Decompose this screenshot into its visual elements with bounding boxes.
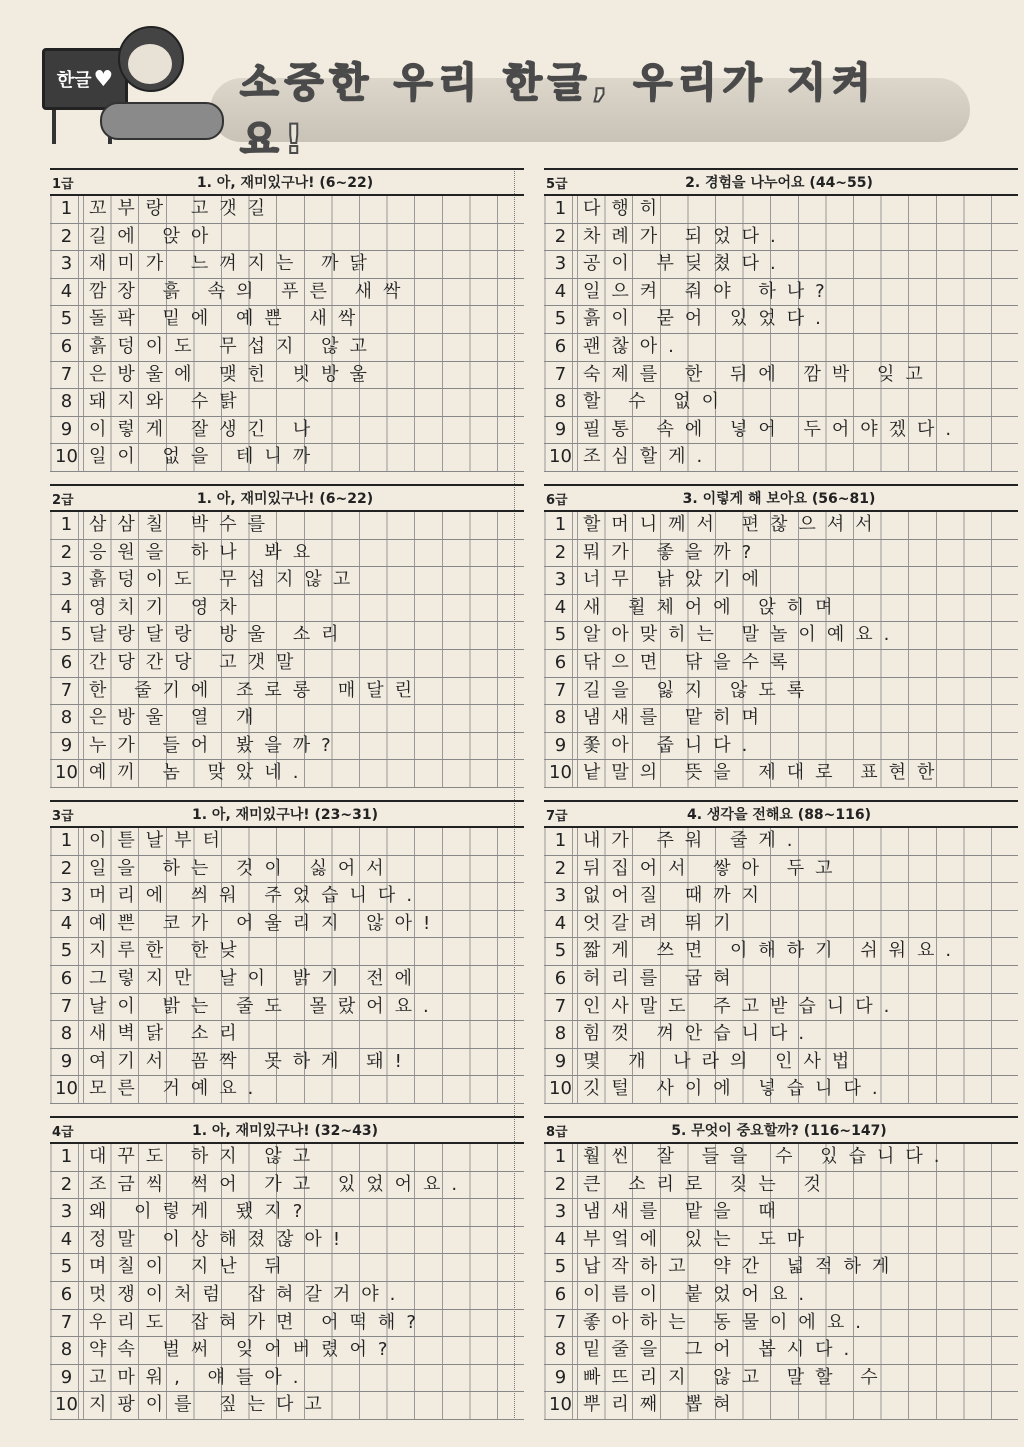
item-number: 9	[50, 1365, 84, 1392]
grade-label: 5급	[546, 176, 568, 192]
item-number: 3	[544, 883, 578, 910]
list-item	[544, 279, 1018, 307]
item-text: 이름이 붙었어요.	[583, 1283, 816, 1305]
list-item	[50, 595, 524, 623]
item-number: 6	[544, 650, 578, 677]
list-item	[50, 279, 524, 307]
item-text: 너무 낡았기에	[583, 569, 771, 591]
badge-label: 한글	[56, 70, 92, 91]
item-number: 4	[544, 1227, 578, 1254]
item-number: 1	[50, 512, 84, 539]
item-text: 납작하고 약간 넓적하게	[583, 1256, 901, 1278]
item-number: 7	[50, 1310, 84, 1337]
list-item	[50, 251, 524, 279]
item-number: 1	[50, 1144, 84, 1171]
item-number: 9	[544, 733, 578, 760]
item-number: 3	[50, 251, 84, 278]
grade-section	[50, 800, 524, 1104]
item-number: 2	[50, 224, 84, 251]
grade-section	[50, 168, 524, 472]
item-text: 엇갈려 뛰기	[583, 912, 742, 934]
item-text: 닦으면 닦을수록	[583, 651, 799, 673]
item-number: 8	[544, 1337, 578, 1364]
child-face-illustration	[128, 44, 172, 84]
grade-section	[50, 1116, 524, 1420]
easel-leg	[52, 104, 56, 144]
list-item	[544, 828, 1018, 856]
list-item	[50, 1310, 524, 1338]
list-item	[544, 224, 1018, 252]
item-text: 공이 부딪쳤다.	[583, 253, 787, 275]
item-text: 깜장 흙 속의 푸른 새싹	[89, 280, 412, 302]
grade-section	[544, 800, 1018, 1104]
list-item	[50, 306, 524, 334]
list-item	[50, 512, 524, 540]
item-number: 3	[544, 251, 578, 278]
item-number: 3	[544, 1199, 578, 1226]
grade-section	[50, 484, 524, 788]
list-item	[544, 911, 1018, 939]
grade-section	[544, 484, 1018, 788]
list-item	[50, 1172, 524, 1200]
hangul-badge	[42, 48, 128, 110]
item-text: 밑줄을 그어 봅시다.	[583, 1339, 861, 1361]
list-item	[50, 1199, 524, 1227]
item-number: 5	[50, 622, 84, 649]
list-item	[544, 444, 1018, 472]
item-number: 10	[50, 760, 84, 787]
item-text: 냄새를 맡히며	[583, 707, 771, 729]
item-number: 4	[50, 911, 84, 938]
list-item	[544, 705, 1018, 733]
item-number: 6	[544, 334, 578, 361]
list-item	[544, 1282, 1018, 1310]
item-text: 은방울 열 개	[89, 707, 265, 729]
list-item	[50, 883, 524, 911]
item-number: 8	[544, 389, 578, 416]
item-text: 고마워, 얘들아.	[89, 1366, 310, 1388]
item-text: 차례가 되었다.	[583, 225, 787, 247]
item-number: 10	[50, 1392, 84, 1419]
list-item	[544, 595, 1018, 623]
list-item	[50, 966, 524, 994]
item-text: 우리도 잡혀가면 어떡해?	[89, 1311, 427, 1333]
item-number: 8	[50, 1021, 84, 1048]
item-number: 8	[544, 705, 578, 732]
list-item	[50, 1021, 524, 1049]
item-number: 3	[50, 1199, 84, 1226]
section-header	[544, 1116, 1018, 1144]
item-text: 꼬부랑 고갯길	[89, 198, 277, 219]
list-item	[50, 196, 524, 224]
list-item	[544, 1172, 1018, 1200]
list-item	[544, 733, 1018, 761]
list-item	[50, 1392, 524, 1420]
item-number: 5	[50, 306, 84, 333]
list-item	[50, 1282, 524, 1310]
list-item	[50, 1076, 524, 1104]
item-number: 4	[544, 595, 578, 622]
item-number: 9	[50, 417, 84, 444]
item-number: 9	[50, 733, 84, 760]
list-item	[544, 1310, 1018, 1338]
item-text: 지팡이를 짚는다고	[89, 1394, 333, 1416]
pencil-illustration	[100, 102, 224, 140]
unit-title: 2. 경험을 나누어요 (44~55)	[685, 175, 873, 191]
list-item	[544, 1227, 1018, 1255]
item-text: 왜 이렇게 됐지?	[89, 1201, 314, 1223]
item-number: 7	[544, 994, 578, 1021]
list-item	[50, 1227, 524, 1255]
page-title: 소중한 우리 한글, 우리가 지켜요!	[240, 60, 877, 163]
item-number: 8	[50, 389, 84, 416]
grade-label: 6급	[546, 492, 568, 508]
list-item	[544, 512, 1018, 540]
list-item	[544, 540, 1018, 568]
item-text: 멋쟁이처럼 잡혀갈거야.	[89, 1283, 407, 1305]
item-text: 알아맞히는 말놀이예요.	[583, 624, 901, 646]
list-item	[50, 567, 524, 595]
item-number: 5	[544, 1254, 578, 1281]
item-number: 7	[50, 994, 84, 1021]
item-number: 9	[544, 1365, 578, 1392]
item-text: 흙덩이도 무섭지않고	[89, 569, 362, 591]
grade-section	[544, 168, 1018, 472]
list-item	[544, 1254, 1018, 1282]
item-text: 날이 밝는 줄도 몰랐어요.	[89, 995, 440, 1017]
grade-label: 7급	[546, 808, 568, 824]
item-number: 6	[544, 966, 578, 993]
item-text: 이렇게 잘생긴 나	[89, 418, 322, 440]
section-header	[50, 168, 524, 196]
item-text: 조금씩 썩어 가고 있었어요.	[89, 1173, 469, 1195]
item-text: 숙제를 한 뒤에 깜박 잊고	[583, 363, 934, 385]
heart-icon: ♥	[93, 66, 114, 92]
item-text: 좋아하는 동물이에요.	[583, 1311, 872, 1333]
list-item	[50, 417, 524, 445]
item-number: 4	[544, 911, 578, 938]
list-item	[544, 417, 1018, 445]
list-item	[544, 856, 1018, 884]
item-number: 4	[50, 279, 84, 306]
item-number: 8	[50, 1337, 84, 1364]
section-header	[50, 484, 524, 512]
item-text: 할머니께서 편찮으셔서	[583, 514, 884, 535]
unit-title: 1. 아, 재미있구나! (32~43)	[191, 1123, 379, 1139]
item-number: 7	[50, 678, 84, 705]
item-text: 재미가 느껴지는 까닭	[89, 253, 378, 275]
item-number: 1	[50, 196, 84, 223]
item-text: 며칠이 지난 뒤	[89, 1256, 293, 1278]
item-text: 삼삼칠 박수를	[89, 514, 277, 535]
item-text: 빠뜨리지 않고 말할 수	[583, 1366, 889, 1388]
item-text: 훨씬 잘 들을 수 있습니다.	[583, 1146, 951, 1167]
list-item	[50, 828, 524, 856]
item-number: 2	[544, 1172, 578, 1199]
section-header	[544, 168, 1018, 196]
item-number: 9	[544, 417, 578, 444]
grade-label: 8급	[546, 1124, 568, 1140]
list-item	[544, 306, 1018, 334]
list-item	[50, 733, 524, 761]
list-item	[50, 1365, 524, 1393]
list-item	[50, 334, 524, 362]
list-item	[50, 678, 524, 706]
item-number: 3	[50, 883, 84, 910]
item-text: 영치기 영차	[89, 596, 248, 618]
item-text: 힘껏 껴안습니다.	[583, 1023, 816, 1045]
item-number: 5	[544, 306, 578, 333]
item-text: 허리를 굽혀	[583, 967, 742, 989]
grade-label: 1급	[52, 176, 74, 192]
item-text: 예끼 놈 맞았네.	[89, 762, 310, 784]
unit-title: 3. 이렇게 해 보아요 (56~81)	[682, 491, 876, 507]
list-item	[50, 444, 524, 472]
item-number: 5	[544, 938, 578, 965]
item-text: 필통 속에 넣어 두어야겠다.	[583, 418, 963, 440]
item-text: 깃털 사이에 넣습니다.	[583, 1078, 889, 1100]
list-item	[50, 705, 524, 733]
item-number: 3	[50, 567, 84, 594]
item-number: 1	[544, 196, 578, 223]
list-item	[544, 1049, 1018, 1077]
item-text: 돼지와 수탉	[89, 391, 248, 413]
list-item	[544, 760, 1018, 788]
item-text: 내가 주워 줄게.	[583, 830, 804, 851]
item-number: 3	[544, 567, 578, 594]
item-number: 10	[544, 760, 578, 787]
item-number: 7	[544, 362, 578, 389]
list-item	[544, 678, 1018, 706]
item-number: 6	[50, 650, 84, 677]
list-item	[544, 567, 1018, 595]
item-number: 6	[50, 966, 84, 993]
item-text: 흙이 묻어 있었다.	[583, 308, 832, 330]
item-text: 일으켜 줘야 하나?	[583, 280, 836, 302]
item-text: 냄새를 맡을 때	[583, 1201, 787, 1223]
item-text: 머리에 씌워 주었습니다.	[89, 885, 424, 907]
item-number: 9	[544, 1049, 578, 1076]
list-item	[544, 1021, 1018, 1049]
item-number: 7	[544, 678, 578, 705]
item-text: 일이 없을 테니까	[89, 446, 322, 468]
unit-title: 4. 생각을 전해요 (88~116)	[686, 807, 872, 823]
item-text: 흙덩이도 무섭지 않고	[89, 335, 378, 357]
item-number: 10	[50, 444, 84, 471]
item-text: 한 줄기에 조로롱 매달린	[89, 679, 424, 701]
item-text: 은방울에 맺힌 빗방울	[89, 363, 378, 385]
item-number: 1	[544, 828, 578, 855]
grade-label: 3급	[52, 808, 74, 824]
list-item	[50, 1049, 524, 1077]
item-text: 인사말도 주고받습니다.	[583, 995, 901, 1017]
item-text: 이튿날부터	[89, 830, 231, 851]
list-item	[50, 760, 524, 788]
item-text: 새 휠체어에 앉히며	[583, 596, 844, 618]
list-item	[544, 334, 1018, 362]
item-text: 간당간당 고갯말	[89, 651, 305, 673]
page-header	[0, 0, 1024, 163]
list-item	[50, 622, 524, 650]
list-item	[544, 389, 1018, 417]
list-item	[544, 1392, 1018, 1420]
item-number: 5	[50, 1254, 84, 1281]
item-text: 다행히	[583, 198, 669, 219]
item-number: 2	[544, 224, 578, 251]
item-number: 4	[50, 1227, 84, 1254]
list-item	[50, 389, 524, 417]
list-item	[544, 362, 1018, 390]
list-item	[544, 966, 1018, 994]
list-item	[544, 196, 1018, 224]
list-item	[544, 650, 1018, 678]
item-number: 2	[50, 1172, 84, 1199]
item-number: 1	[50, 828, 84, 855]
list-item	[544, 622, 1018, 650]
item-number: 6	[50, 1282, 84, 1309]
item-text: 예쁜 코가 어울리지 않아!	[89, 912, 442, 934]
item-text: 뭐가 좋을까?	[583, 541, 763, 563]
item-text: 부엌에 있는 도마	[583, 1228, 816, 1250]
item-number: 5	[544, 622, 578, 649]
item-text: 대꾸도 하지 않고	[89, 1146, 322, 1167]
item-text: 정말 이상해졌잖아!	[89, 1228, 352, 1250]
list-item	[50, 938, 524, 966]
list-item	[544, 1199, 1018, 1227]
grade-label: 4급	[52, 1124, 74, 1140]
list-item	[50, 994, 524, 1022]
list-item	[50, 650, 524, 678]
list-item	[544, 883, 1018, 911]
item-number: 9	[50, 1049, 84, 1076]
list-item	[50, 362, 524, 390]
item-number: 7	[544, 1310, 578, 1337]
item-text: 낱말의 뜻을 제대로 표현한	[583, 762, 946, 784]
item-number: 7	[50, 362, 84, 389]
item-number: 4	[50, 595, 84, 622]
grade-label: 2급	[52, 492, 74, 508]
list-item	[544, 1076, 1018, 1104]
list-item	[50, 1144, 524, 1172]
section-header	[544, 800, 1018, 828]
item-number: 1	[544, 1144, 578, 1171]
item-text: 짧게 쓰면 이해하기 쉬워요.	[583, 940, 963, 962]
item-text: 길을 잃지 않도록	[583, 679, 816, 701]
item-number: 10	[544, 444, 578, 471]
item-text: 뿌리째 뽑혀	[583, 1394, 742, 1416]
item-text: 약속 벌써 잊어버렸어?	[89, 1339, 399, 1361]
item-text: 조심할게.	[583, 446, 714, 468]
item-text: 일을 하는 것이 싫어서	[89, 857, 395, 879]
section-header	[544, 484, 1018, 512]
item-text: 몇 개 나라의 인사법	[583, 1050, 861, 1072]
item-text: 길에 앉아	[89, 225, 220, 247]
list-item	[50, 540, 524, 568]
item-number: 5	[50, 938, 84, 965]
item-number: 1	[544, 512, 578, 539]
item-number: 2	[50, 856, 84, 883]
item-number: 8	[50, 705, 84, 732]
list-item	[544, 938, 1018, 966]
unit-title: 1. 아, 재미있구나! (6~22)	[196, 491, 374, 507]
item-text: 달랑달랑 방울 소리	[89, 624, 350, 646]
item-text: 할 수 없이	[583, 391, 730, 413]
item-text: 괜찮아.	[583, 335, 685, 357]
item-text: 뒤집어서 쌓아 두고	[583, 857, 844, 879]
list-item	[544, 994, 1018, 1022]
list-item	[50, 911, 524, 939]
item-number: 2	[544, 856, 578, 883]
list-item	[544, 1365, 1018, 1393]
item-text: 누가 들어 봤을까?	[89, 734, 342, 756]
item-text: 모른 거예요.	[89, 1078, 265, 1100]
item-number: 6	[50, 334, 84, 361]
section-header	[50, 1116, 524, 1144]
item-number: 4	[544, 279, 578, 306]
list-item	[50, 1337, 524, 1365]
grade-section	[544, 1116, 1018, 1420]
item-number: 8	[544, 1021, 578, 1048]
item-text: 없어질 때까지	[583, 885, 771, 907]
item-number: 10	[544, 1392, 578, 1419]
list-item	[544, 1144, 1018, 1172]
item-text: 그렇지만 날이 밝기 전에	[89, 967, 424, 989]
item-text: 지루한 한낮	[89, 940, 248, 962]
list-item	[544, 1337, 1018, 1365]
list-item	[50, 856, 524, 884]
item-number: 10	[50, 1076, 84, 1103]
item-number: 2	[50, 540, 84, 567]
item-text: 쫓아 줍니다.	[583, 734, 759, 756]
item-text: 여기서 꼼짝 못하게 돼!	[89, 1050, 413, 1072]
item-number: 10	[544, 1076, 578, 1103]
unit-title: 1. 아, 재미있구나! (6~22)	[196, 175, 374, 191]
list-item	[544, 251, 1018, 279]
item-text: 응원을 하나 봐요	[89, 541, 322, 563]
section-header	[50, 800, 524, 828]
unit-title: 5. 무엇이 중요할까? (116~147)	[671, 1123, 887, 1139]
item-text: 돌팍 밑에 예쁜 새싹	[89, 308, 367, 330]
unit-title: 1. 아, 재미있구나! (23~31)	[191, 807, 379, 823]
item-text: 큰 소리로 짖는 것	[583, 1173, 832, 1195]
item-text: 새벽닭 소리	[89, 1023, 248, 1045]
list-item	[50, 224, 524, 252]
item-number: 2	[544, 540, 578, 567]
list-item	[50, 1254, 524, 1282]
item-number: 6	[544, 1282, 578, 1309]
